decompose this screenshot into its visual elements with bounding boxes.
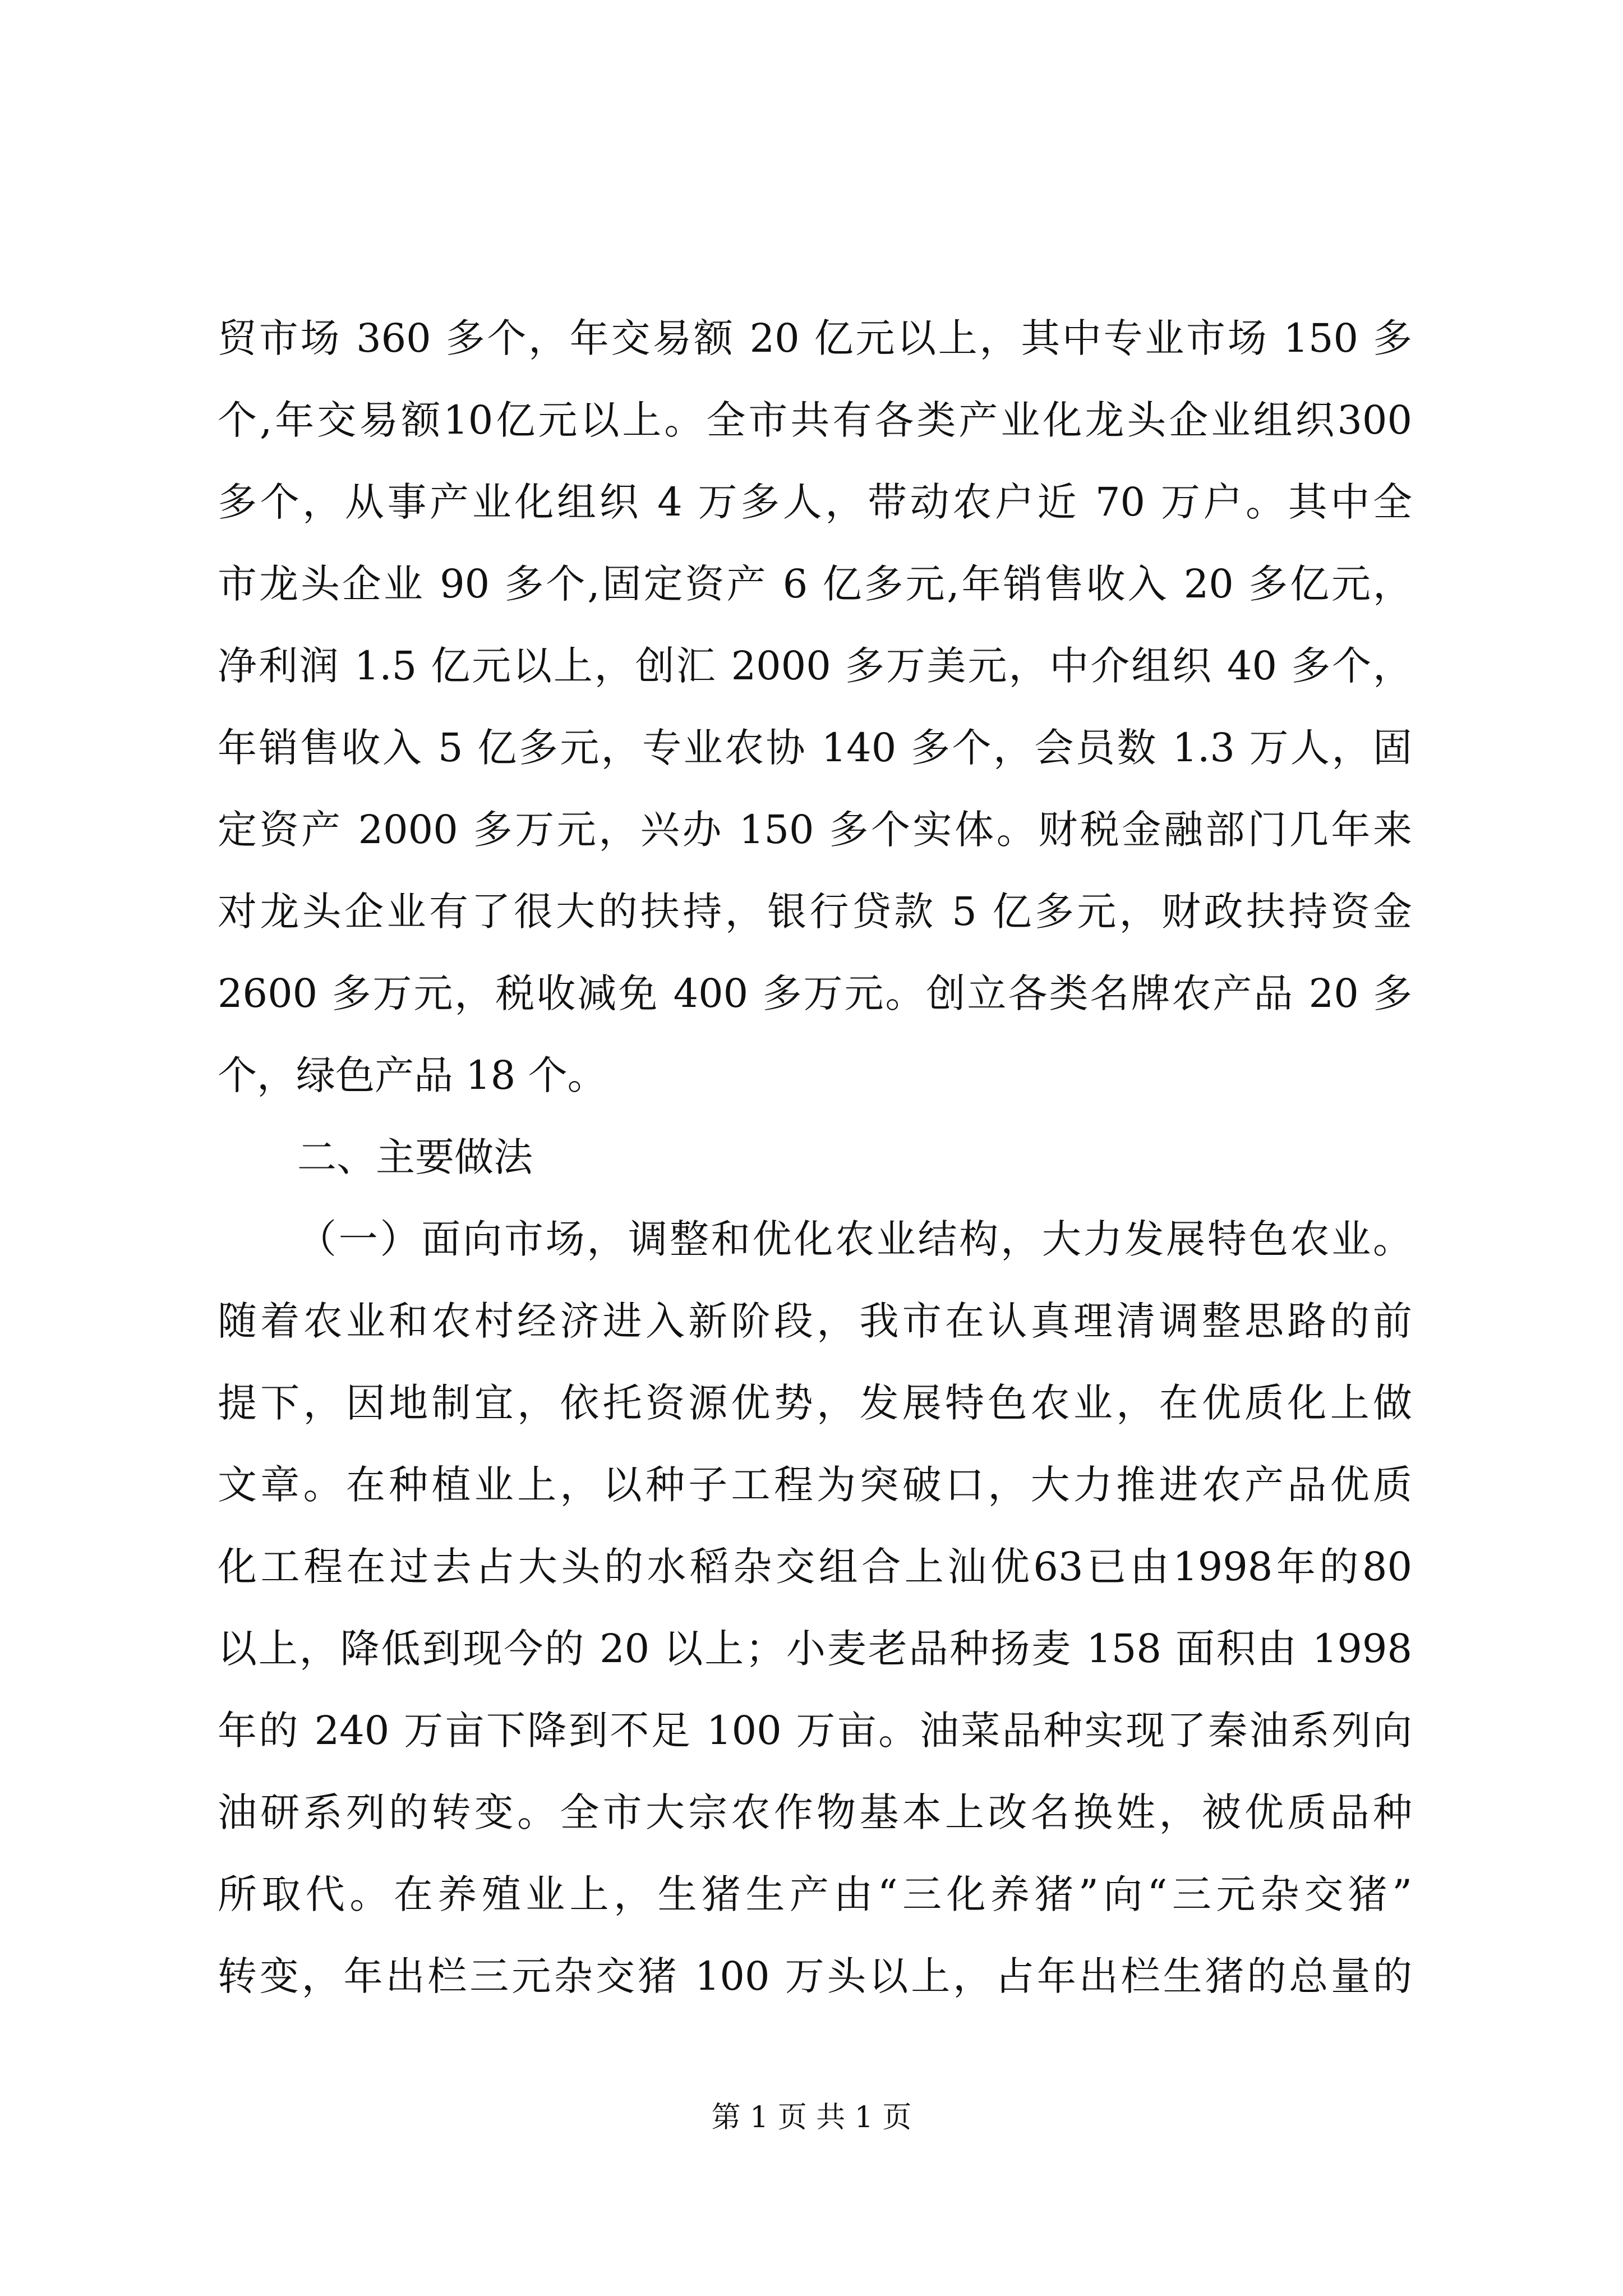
paragraph-line: 随着农业和农村经济进入新阶段，我市在认真理清调整思路的前	[218, 1298, 1412, 1344]
paragraph-line: 定资产 2000 多万元，兴办 150 多个实体。财税金融部门几年来	[218, 807, 1412, 853]
paragraph-line: 对龙头企业有了很大的扶持，银行贷款 5 亿多元，财政扶持资金	[218, 889, 1412, 935]
paragraph-line: 贸市场 360 多个，年交易额 20 亿元以上，其中专业市场 150 多	[218, 315, 1412, 361]
paragraph-line: 个,年交易额10亿元以上。全市共有各类产业化龙头企业组织300	[218, 397, 1412, 443]
paragraph-line: 所取代。在养殖业上，生猪生产由“三化养猪”向“三元杂交猪”	[218, 1871, 1412, 1917]
paragraph-line: 提下，因地制宜，依托资源优势，发展特色农业，在优质化上做	[218, 1380, 1412, 1426]
paragraph-line: 油研系列的转变。全市大宗农作物基本上改名换姓，被优质品种	[218, 1789, 1412, 1835]
paragraph-line: 以上，降低到现今的 20 以上；小麦老品种扬麦 158 面积由 1998	[218, 1626, 1412, 1672]
paragraph-line: 2600 多万元，税收减免 400 多万元。创立各类名牌农产品 20 多	[218, 970, 1412, 1016]
paragraph-line: 文章。在种植业上，以种子工程为突破口，大力推进农产品优质	[218, 1462, 1412, 1508]
page-footer: 第 1 页 共 1 页	[711, 2101, 912, 2134]
paragraph-line: 多个，从事产业化组织 4 万多人，带动农户近 70 万户。其中全	[218, 479, 1412, 525]
subsection-heading: （一）面向市场，调整和优化农业结构，大力发展特色农业。	[297, 1216, 1412, 1262]
paragraph-line: 年销售收入 5 亿多元，专业农协 140 多个，会员数 1.3 万人，固	[218, 725, 1412, 771]
section-heading: 二、主要做法	[297, 1134, 533, 1180]
paragraph-line: 个，绿色产品 18 个。	[218, 1052, 607, 1098]
paragraph-line: 转变，年出栏三元杂交猪 100 万头以上，占年出栏生猪的总量的	[218, 1953, 1412, 1999]
paragraph-line: 年的 240 万亩下降到不足 100 万亩。油菜品种实现了秦油系列向	[218, 1708, 1412, 1754]
paragraph-line: 市龙头企业 90 多个,固定资产 6 亿多元,年销售收入 20 多亿元，	[218, 561, 1412, 607]
document-body	[218, 297, 1412, 2017]
paragraph-line: 净利润 1.5 亿元以上，创汇 2000 多万美元，中介组织 40 多个，	[218, 643, 1412, 689]
paragraph-line: 化工程在过去占大头的水稻杂交组合上汕优63已由1998年的80	[218, 1544, 1412, 1590]
